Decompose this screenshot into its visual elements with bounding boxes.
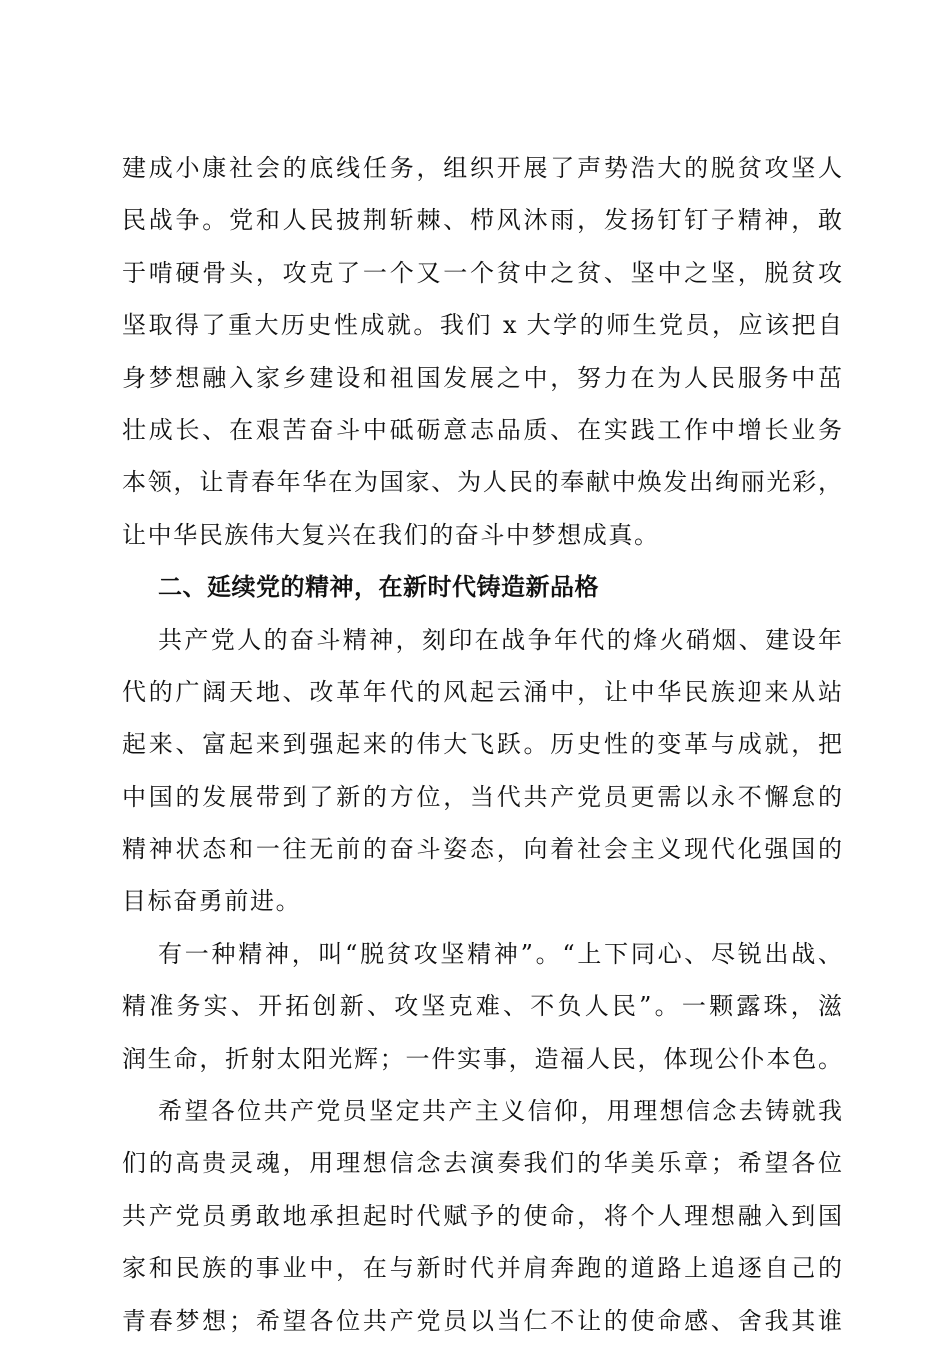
text-line: 民战争。党和人民披荆斩棘、栉风沐雨，发扬钉钉子精神，敢 xyxy=(122,206,842,235)
text-line: 家和民族的事业中，在与新时代并肩奔跑的道路上追逐自己的 xyxy=(122,1254,842,1283)
text-line: 代的广阔天地、改革年代的风起云涌中，让中华民族迎来从站 xyxy=(122,677,842,706)
text-line: 精神状态和一往无前的奋斗姿态，向着社会主义现代化强国的 xyxy=(122,835,842,864)
text-line: 目标奋勇前进。 xyxy=(122,887,302,916)
text-line: 们的高贵灵魂，用理想信念去演奏我们的华美乐章；希望各位 xyxy=(122,1149,842,1178)
text-line: 共产党员勇敢地承担起时代赋予的使命，将个人理想融入到国 xyxy=(122,1201,842,1230)
section-heading: 二、延续党的精神，在新时代铸造新品格 xyxy=(158,573,599,602)
text-line: 有一种精神，叫“脱贫攻坚精神”。“上下同心、尽锐出战、 xyxy=(158,939,842,968)
text-line: 精准务实、开拓创新、攻坚克难、不负人民”。一颗露珠，滋 xyxy=(122,992,842,1021)
text-line: 共产党人的奋斗精神，刻印在战争年代的烽火硝烟、建设年 xyxy=(158,625,842,654)
text-line: 希望各位共产党员坚定共产主义信仰，用理想信念去铸就我 xyxy=(158,1097,842,1126)
text-line: 青春梦想；希望各位共产党员以当仁不让的使命感、舍我其谁 xyxy=(122,1306,842,1335)
text-line: 让中华民族伟大复兴在我们的奋斗中梦想成真。 xyxy=(122,520,660,549)
text-line: 润生命，折射太阳光辉；一件实事，造福人民，体现公仆本色。 xyxy=(122,1044,842,1073)
text-line: 坚取得了重大历史性成就。我们 x 大学的师生党员，应该把自 xyxy=(122,311,842,340)
text-line: 身梦想融入家乡建设和祖国发展之中，努力在为人民服务中茁 xyxy=(122,363,842,392)
text-line: 于啃硬骨头，攻克了一个又一个贫中之贫、坚中之坚，脱贫攻 xyxy=(122,258,842,287)
text-line: 本领，让青春年华在为国家、为人民的奉献中焕发出绚丽光彩， xyxy=(122,468,842,497)
document-body xyxy=(122,142,842,1347)
text-line: 建成小康社会的底线任务，组织开展了声势浩大的脱贫攻坚人 xyxy=(122,154,842,182)
text-line: 壮成长、在艰苦奋斗中砥砺意志品质、在实践工作中增长业务 xyxy=(122,415,842,444)
text-line: 中国的发展带到了新的方位，当代共产党员更需以永不懈怠的 xyxy=(122,782,842,811)
text-line: 起来、富起来到强起来的伟大飞跃。历史性的变革与成就，把 xyxy=(122,730,842,759)
